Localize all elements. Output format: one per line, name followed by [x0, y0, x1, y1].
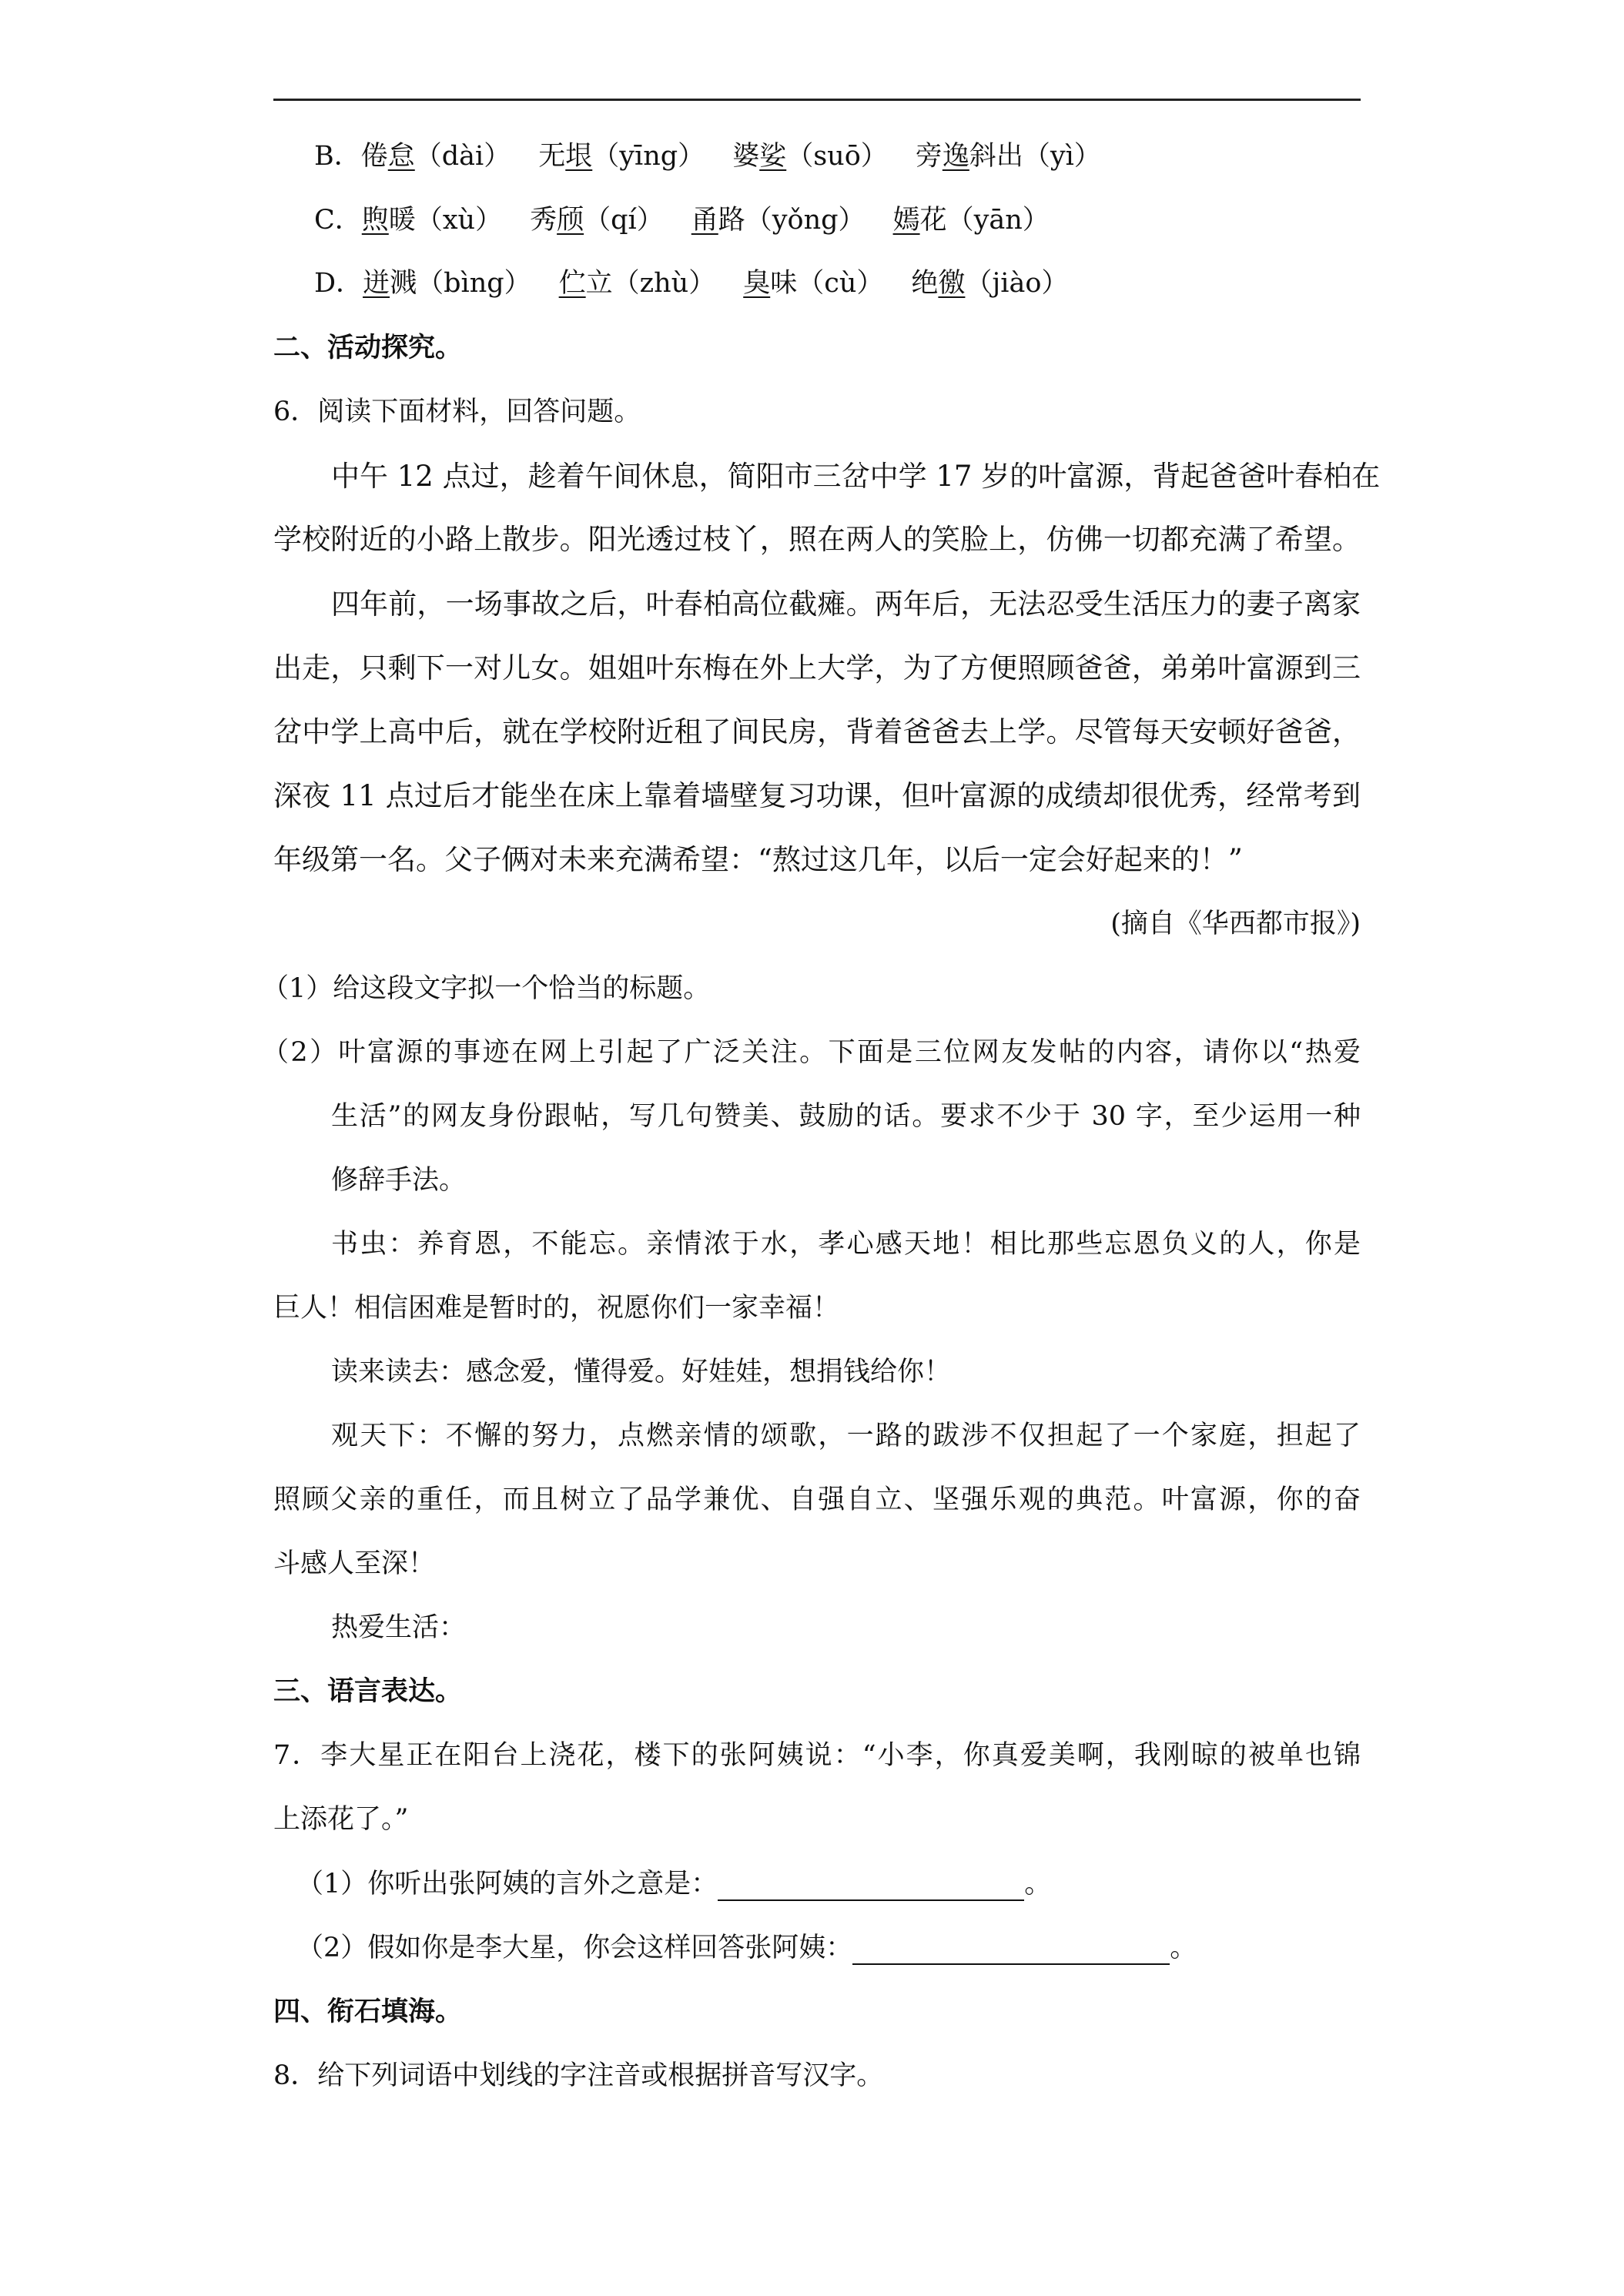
option-d-item-2: 伫立（zhù）	[558, 268, 716, 299]
post-bookworm: 书虫：养育恩，不能忘。亲情浓于水，孝心感天地！相比那些忘恩负义的人，你是	[331, 1229, 1361, 1260]
section-heading-2: 二、活动探究。	[273, 332, 463, 363]
q7-stem-line: 7．李大星正在阳台上浇花，楼下的张阿姨说：“小李，你真爱美啊，我刚晾的被单也锦	[273, 1740, 1361, 1771]
q6-sub2-line: 生活”的网友身份跟帖，写几句赞美、鼓励的话。要求不少于 30 字，至少运用一种	[331, 1101, 1361, 1132]
passage-line: 岔中学上高中后，就在学校附近租了间民房，背着爸爸去上学。尽管每天安顿好爸爸，	[273, 715, 1361, 748]
q6-sub1: （1）给这段文字拟一个恰当的标题。	[262, 973, 711, 1004]
answer-blank-2[interactable]	[852, 1937, 1170, 1965]
q6-sub2-line: （2）叶富源的事迹在网上引起了广泛关注。下面是三位网友发帖的内容，请你以“热爱	[262, 1037, 1361, 1068]
passage-line: 中午 12 点过，趁着午间休息，简阳市三岔中学 17 岁的叶富源，背起爸爸叶春柏在	[331, 460, 1381, 493]
option-b-item-3: 婆娑（suō）	[732, 141, 888, 172]
post-love-life: 热爱生活：	[331, 1612, 467, 1643]
passage-line: 四年前，一场事故之后，叶春柏高位截瘫。两年后，无法忍受生活压力的妻子离家	[331, 587, 1361, 621]
option-d-item-3: 臭味（cù）	[743, 268, 884, 299]
post-guantianxia-cont: 照顾父亲的重任，而且树立了品学兼优、自强自立、坚强乐观的典范。叶富源，你的奋	[273, 1484, 1361, 1515]
section-heading-4: 四、衔石填海。	[273, 1996, 463, 2027]
answer-blank-1[interactable]	[718, 1873, 1024, 1901]
option-d: D．迸溅（bìng） 伫立（zhù） 臭味（cù） 绝徼（jiào）	[314, 268, 1069, 299]
post-guantianxia: 观天下：不懈的努力，点燃亲情的颂歌，一路的跋涉不仅担起了一个家庭，担起了	[331, 1421, 1361, 1451]
option-b-item-2: 无垠（yīng）	[538, 141, 705, 172]
passage-line: 年级第一名。父子俩对未来充满希望：“熬过这几年，以后一定会好起来的！”	[273, 843, 1243, 876]
option-c-item-2: 秀颀（qí）	[530, 205, 664, 236]
q8-stem: 8．给下列词语中划线的字注音或根据拼音写汉字。	[273, 2060, 884, 2091]
q6-stem: 6．阅读下面材料，回答问题。	[273, 397, 641, 427]
option-c: C．煦暖（xù） 秀颀（qí） 甬路（yǒng） 嫣花（yān）	[314, 205, 1050, 236]
option-c-item-1: 煦暖（xù）	[361, 205, 503, 236]
option-b-item-4: 旁逸斜出（yì）	[915, 141, 1101, 172]
post-bookworm-cont: 巨人！相信困难是暂时的，祝愿你们一家幸福！	[273, 1293, 840, 1324]
option-d-item-4: 绝徼（jiào）	[911, 268, 1069, 299]
passage-source: (摘自《华西都市报》)	[1110, 909, 1361, 939]
header-rule	[273, 99, 1361, 101]
passage-line: 出走，只剩下一对儿女。姐姐叶东梅在外上大学，为了方便照顾爸爸，弟弟叶富源到三	[273, 651, 1361, 684]
post-reader: 读来读去：感念爱，懂得爱。好娃娃，想捐钱给你！	[331, 1357, 952, 1387]
q7-sub1: （1）你听出张阿姨的言外之意是： 。	[296, 1869, 1052, 1899]
q6-sub2-line: 修辞手法。	[331, 1165, 467, 1196]
passage-line: 深夜 11 点过后才能坐在床上靠着墙壁复习功课，但叶富源的成绩却很优秀，经常考到	[273, 779, 1361, 812]
post-guantianxia-end: 斗感人至深！	[273, 1548, 436, 1579]
option-b: B．倦怠（dài） 无垠（yīng） 婆娑（suō） 旁逸斜出（yì）	[314, 141, 1101, 172]
option-c-item-4: 嫣花（yān）	[892, 205, 1050, 236]
q7-stem-line: 上添花了。”	[273, 1804, 409, 1835]
section-heading-3: 三、语言表达。	[273, 1675, 463, 1707]
option-b-item-1: 倦怠（dài）	[360, 141, 511, 172]
option-c-item-3: 甬路（yǒng）	[691, 205, 866, 236]
q7-sub2: （2）假如你是李大星，你会这样回答张阿姨： 。	[296, 1933, 1197, 1963]
passage-line: 学校附近的小路上散步。阳光透过枝丫，照在两人的笑脸上，仿佛一切都充满了希望。	[273, 523, 1361, 556]
option-d-item-1: 迸溅（bìng）	[363, 268, 531, 299]
